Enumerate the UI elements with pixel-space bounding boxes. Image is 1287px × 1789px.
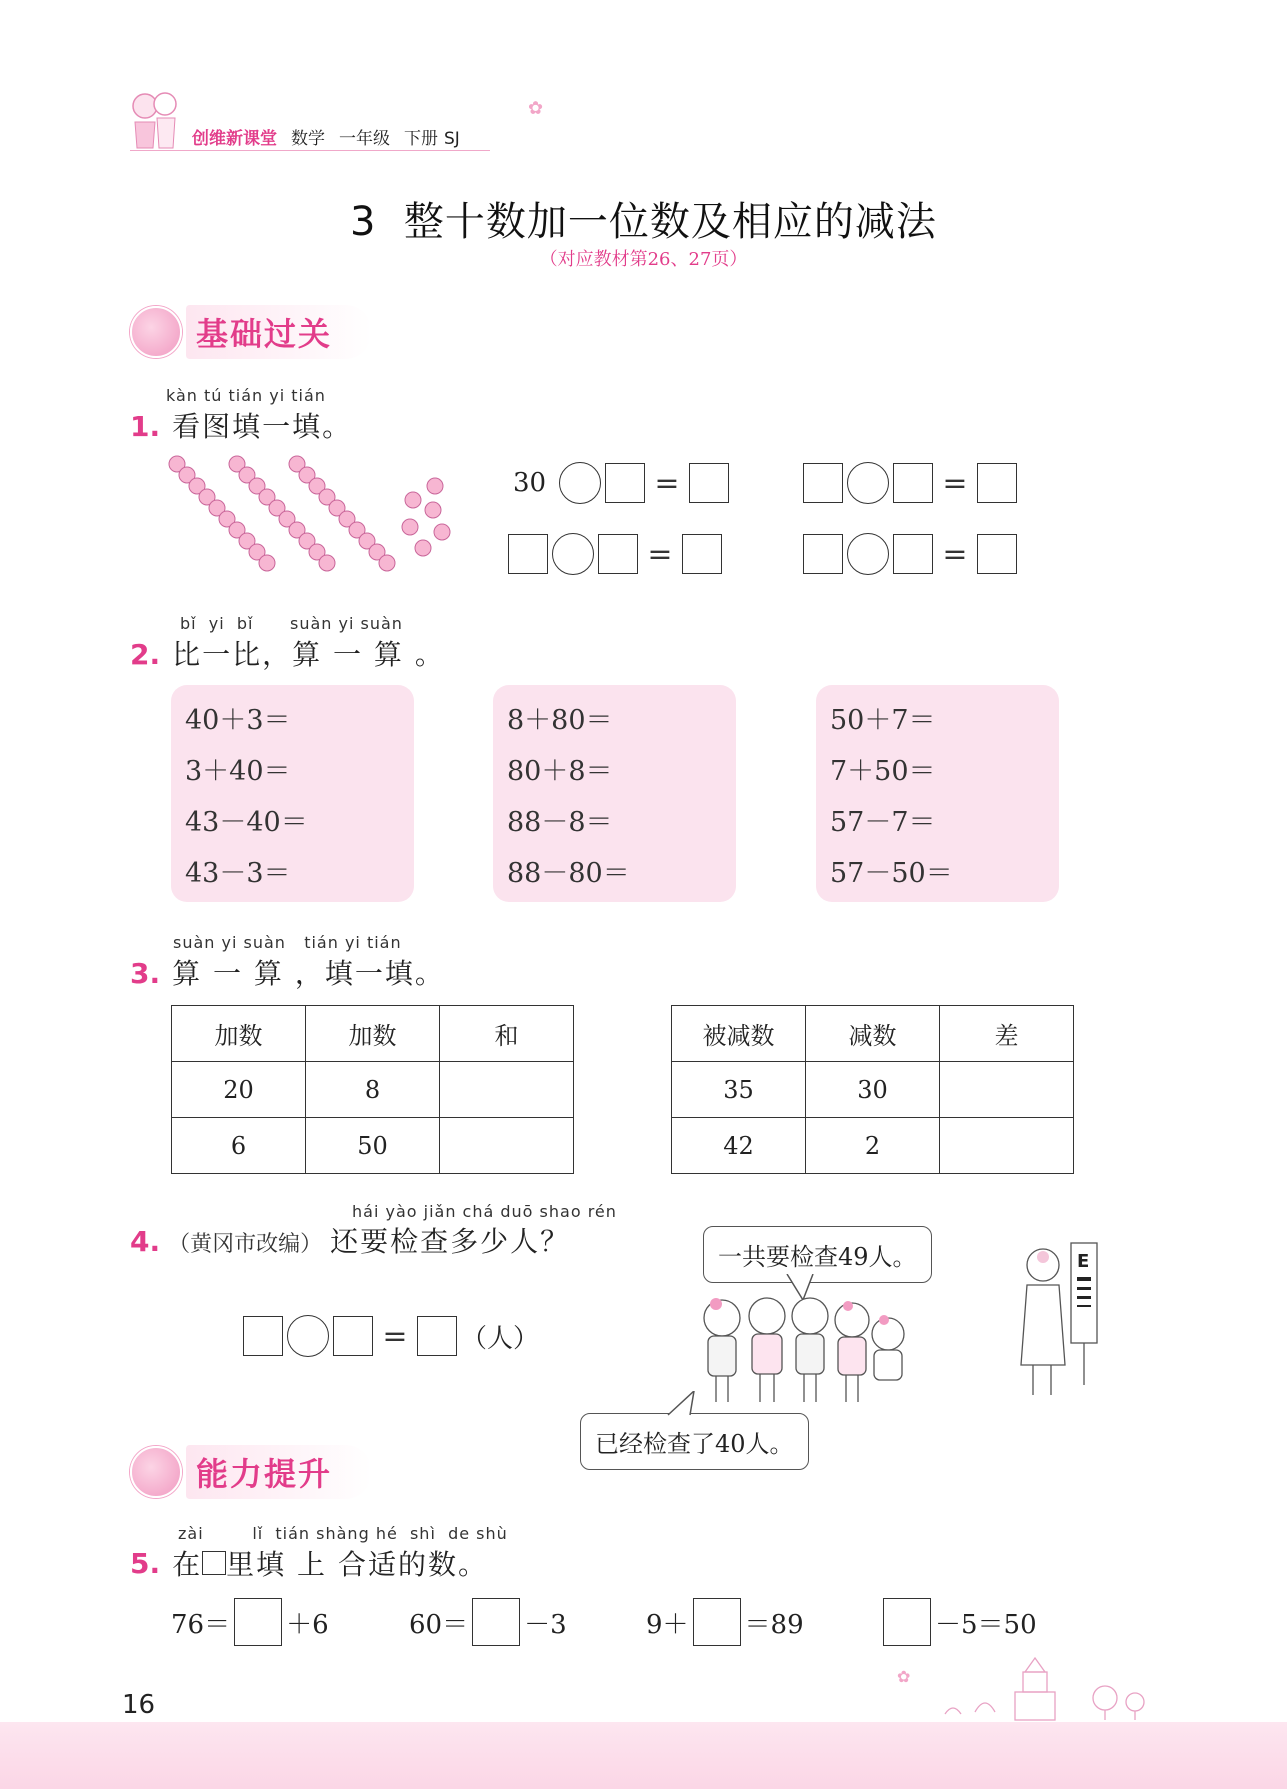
q4-number: 4.: [130, 1225, 161, 1258]
answer-box[interactable]: [977, 463, 1017, 503]
footer-band: [0, 1722, 1287, 1789]
header-mascot: [125, 88, 185, 152]
mascot-icon: [130, 1446, 182, 1498]
answer-box[interactable]: [689, 463, 729, 503]
expression: 7＋50＝: [830, 756, 936, 787]
answer-box[interactable]: [803, 463, 843, 503]
answer-box[interactable]: [605, 463, 645, 503]
expression: 57－50＝: [830, 858, 953, 889]
q4-pinyin: hái yào jiǎn chá duō shao rén: [352, 1202, 617, 1221]
q2-group-3: [816, 685, 1059, 902]
q3-pinyin: suàn yi suàn tián yi tián: [173, 933, 402, 952]
header-underline: [130, 150, 490, 151]
doctor-illustration: [1013, 1235, 1103, 1405]
table-row: [672, 1062, 1074, 1118]
q5-pinyin: zài lǐ tián shàng hé shì de shù: [178, 1524, 508, 1543]
table-header: 和: [440, 1006, 574, 1062]
expression: 43－3＝: [185, 858, 291, 889]
brand: 创维新课堂: [192, 129, 277, 149]
expression-part: ＋6: [286, 1609, 329, 1640]
expression-part: 76＝: [171, 1609, 231, 1640]
section-basic-label: 基础过关: [186, 305, 372, 359]
answer-box[interactable]: [893, 534, 933, 574]
q2-number: 2.: [130, 638, 161, 671]
lesson-subtitle: （对应教材第26、27页）: [539, 249, 748, 270]
loose-beads: [402, 478, 450, 556]
unit-label: （人）: [461, 1323, 540, 1354]
q1-number: 1.: [130, 410, 161, 443]
answer-box[interactable]: [234, 1598, 282, 1646]
q5-eq-3: [646, 1598, 804, 1646]
table-row: [672, 1118, 1074, 1174]
operator-circle[interactable]: [847, 462, 889, 504]
equals-sign: =: [942, 536, 968, 572]
expression: 50＋7＝: [830, 705, 936, 736]
answer-cell[interactable]: [940, 1062, 1074, 1118]
expression-part: 9＋: [646, 1609, 689, 1640]
table-row: [172, 1062, 574, 1118]
lesson-title: 3 整十数加一位数及相应的减法: [350, 199, 937, 245]
q5-eq-2: [409, 1598, 567, 1646]
expression-part: －5＝50: [935, 1609, 1037, 1640]
expression-part: 60＝: [409, 1609, 469, 1640]
expression: 40＋3＝: [185, 705, 291, 736]
answer-box[interactable]: [472, 1598, 520, 1646]
q3-heading: [130, 952, 445, 992]
expression: 57－7＝: [830, 807, 936, 838]
table-header: 被减数: [672, 1006, 806, 1062]
page-number: 16: [122, 1690, 156, 1720]
q1-eq-d: [803, 533, 1017, 575]
small-box-icon: [202, 1551, 226, 1575]
answer-box[interactable]: [417, 1316, 457, 1356]
table-row: [172, 1118, 574, 1174]
answer-cell[interactable]: [440, 1062, 574, 1118]
table-cell: 6: [172, 1118, 306, 1174]
grade: 一年级: [339, 129, 390, 149]
operator-circle[interactable]: [847, 533, 889, 575]
expression: 43－40＝: [185, 807, 308, 838]
q2-heading: [130, 633, 445, 673]
equals-sign: =: [382, 1318, 408, 1354]
table-header-row: [672, 1006, 1074, 1062]
table-cell: 8: [306, 1062, 440, 1118]
bead-picture: [165, 452, 455, 582]
answer-box[interactable]: [803, 534, 843, 574]
answer-box[interactable]: [682, 534, 722, 574]
expression: 3＋40＝: [185, 756, 291, 787]
answer-cell[interactable]: [940, 1118, 1074, 1174]
q1-heading: [130, 405, 352, 445]
table-cell: 2: [806, 1118, 940, 1174]
q1-text: 看图填一填。: [172, 410, 353, 443]
expression-part: －3: [524, 1609, 567, 1640]
flower-icon: ✿: [528, 98, 544, 119]
volume: 下册: [404, 129, 438, 149]
table-cell: 42: [672, 1118, 806, 1174]
table-header: 差: [940, 1006, 1074, 1062]
expression-part: ＝89: [744, 1609, 804, 1640]
expression: 80＋8＝: [507, 756, 613, 787]
q5-number: 5.: [130, 1546, 161, 1580]
edition: SJ: [444, 129, 460, 149]
q4-heading: [130, 1220, 570, 1260]
mascot-icon: [130, 306, 182, 358]
answer-box[interactable]: [333, 1316, 373, 1356]
subject: 数学: [291, 129, 325, 149]
operator-circle[interactable]: [552, 533, 594, 575]
answer-box[interactable]: [693, 1598, 741, 1646]
q3-text: 算 一 算 ，填一填。: [172, 957, 445, 990]
bead-stick-3: [289, 456, 395, 571]
section-basic: [130, 305, 372, 359]
q3-number: 3.: [130, 957, 161, 990]
q2-group-1: [171, 685, 414, 902]
bead-stick-2: [229, 456, 335, 571]
answer-box[interactable]: [243, 1316, 283, 1356]
operator-circle[interactable]: [559, 462, 601, 504]
svg-text:✿: ✿: [897, 1667, 911, 1686]
q5-text-pre: 在: [172, 1548, 203, 1581]
q5-eq-4: [883, 1598, 1037, 1646]
q1-eq-b: [803, 462, 1017, 504]
q5-heading: [130, 1543, 488, 1583]
q5-eq-1: [171, 1598, 329, 1646]
table-header: 减数: [806, 1006, 940, 1062]
expression: 8＋80＝: [507, 705, 613, 736]
expression: 88－80＝: [507, 858, 630, 889]
answer-cell[interactable]: [440, 1118, 574, 1174]
speech-bubble-total: 一共要检查49人。: [703, 1226, 932, 1283]
q5-text-post: 里填 上 合适的数。: [226, 1548, 488, 1581]
castle-decoration: [885, 1652, 1170, 1722]
bubble-tail: [664, 1391, 704, 1417]
q1-given: 30: [513, 468, 547, 498]
operator-circle[interactable]: [287, 1315, 329, 1357]
q4-equation: [243, 1315, 539, 1357]
answer-box[interactable]: [598, 534, 638, 574]
q2-group-2: [493, 685, 736, 902]
header: [192, 124, 460, 149]
table-cell: 35: [672, 1062, 806, 1118]
children-illustration: [692, 1290, 912, 1410]
q1-eq-a: [513, 462, 729, 504]
subtraction-table: [671, 1005, 1074, 1174]
table-cell: 30: [806, 1062, 940, 1118]
answer-box[interactable]: [893, 463, 933, 503]
answer-box[interactable]: [977, 534, 1017, 574]
eye-chart-letter: E: [1077, 1251, 1090, 1272]
q1-pinyin: kàn tú tián yi tián: [166, 386, 326, 405]
q1-eq-c: [508, 533, 722, 575]
table-cell: 50: [306, 1118, 440, 1174]
section-advanced: [130, 1445, 372, 1499]
q2-text: 比一比，算 一 算 。: [172, 638, 445, 671]
equals-sign: =: [942, 465, 968, 501]
section-advanced-label: 能力提升: [186, 1445, 372, 1499]
equals-sign: =: [647, 536, 673, 572]
equals-sign: =: [654, 465, 680, 501]
table-header: 加数: [306, 1006, 440, 1062]
expression: 88－8＝: [507, 807, 613, 838]
answer-box[interactable]: [883, 1598, 931, 1646]
table-cell: 20: [172, 1062, 306, 1118]
table-header-row: [172, 1006, 574, 1062]
q4-source: （黄冈市改编）: [168, 1232, 323, 1257]
q4-text: 还要检查多少人？: [330, 1225, 571, 1258]
speech-bubble-done: 已经检查了40人。: [580, 1413, 809, 1470]
answer-box[interactable]: [508, 534, 548, 574]
bead-stick-1: [169, 456, 275, 571]
q2-pinyin: bǐ yi bǐ suàn yi suàn: [180, 614, 403, 633]
table-header: 加数: [172, 1006, 306, 1062]
addition-table: [171, 1005, 574, 1174]
